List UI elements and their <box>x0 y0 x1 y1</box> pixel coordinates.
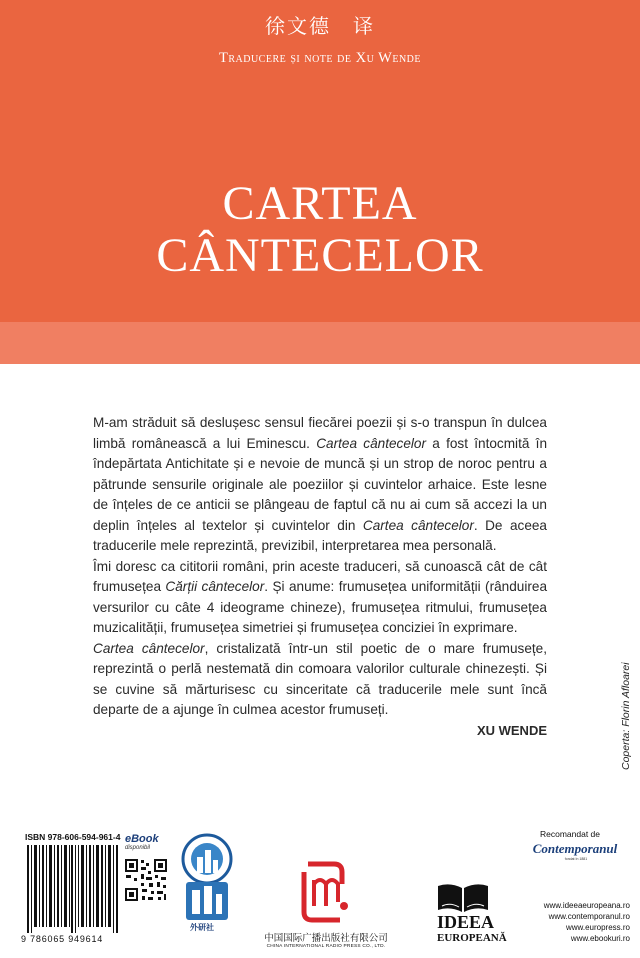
website-link[interactable]: www.ideeaeuropeana.ro <box>543 901 630 910</box>
light-color-band <box>0 322 640 364</box>
open-book-icon <box>434 880 492 914</box>
contemporanul-logo: Contemporanul <box>532 841 618 856</box>
isbn-digits: 9 786065 949614 <box>21 934 104 944</box>
blurb-text: M-am străduit să deslușesc sensul fiecărei poezii și s-o transpun în dulcea limbă românească a lui Eminescu. <box>93 415 547 451</box>
translator-chinese: 徐文德 译 <box>265 14 375 38</box>
website-list <box>520 900 630 944</box>
publisher-name-cn: 中国国际广播出版社有限公司 <box>264 933 388 944</box>
back-cover-blurb <box>93 413 547 741</box>
author-signature: XU WENDE <box>476 722 547 738</box>
qr-code-icon <box>124 858 168 902</box>
europeana-word: EUROPEANĂ <box>437 932 507 944</box>
barcode-icon <box>25 845 121 933</box>
cover-credit: Coperta: Florin Afloarei <box>620 662 632 770</box>
ebook-sub: disponibil <box>125 845 151 851</box>
blurb-paragraph-3 <box>93 639 547 721</box>
ebook-word: eBook <box>125 833 159 845</box>
isbn-label: ISBN 978-606-594-961-4 <box>25 832 121 842</box>
blurb-italic: Cărții cântecelor <box>165 579 265 594</box>
flltrp-seal-icon <box>180 832 234 924</box>
title-line-2: CÂNTECELOR <box>156 229 484 282</box>
cirp-logo-icon <box>300 858 350 924</box>
website-link[interactable]: www.ebookuri.ro <box>570 934 630 943</box>
blurb-italic: Cartea cântecelor <box>362 517 474 533</box>
blurb-text: Îmi doresc ca cititorii români, prin aceste traduceri, să cunoască cât de cât frumusețea <box>93 558 547 594</box>
title-line-1: CARTEA <box>222 177 418 230</box>
blurb-italic: Cartea cântecelor <box>316 435 426 451</box>
recommended-label: Recomandat de <box>540 829 601 839</box>
translator-romanian: Traducere și note de Xu Wende <box>218 50 422 66</box>
website-link[interactable]: www.europress.ro <box>565 923 630 932</box>
contemporanul-sub: fondat în 1881 <box>564 857 588 861</box>
blurb-italic: Cartea cântecelor <box>93 640 205 656</box>
blurb-paragraph-1 <box>93 413 547 557</box>
publisher-name-en: CHINA INTERNATIONAL RADIO PRESS CO., LTD. <box>266 944 386 949</box>
ebook-badge <box>125 829 165 851</box>
blurb-text: . Și anume: frumusețea uniformității (rânduirea versurilor cu câte 4 ideograme chineze), frumusețea ritmului, frumusețea muzicalității, frumusețea simetriei și frumusețea conciziei în exprimare. <box>93 579 548 635</box>
seal-label: 外研社 <box>190 923 214 932</box>
website-link[interactable]: www.contemporanul.ro <box>548 912 630 921</box>
blurb-text: , cristalizată într-un stil poetic de o mare frumusețe, reprezintă o perlă nestemată din comoara valorilor culturale chinezești. Și se cuvine să mărturisesc cu sinceritate că traducerile mele sunt încă departe de a ajunge în culmea acestor frumuseți. <box>93 640 548 717</box>
blurb-text: a fost întocmită în îndepărtata Antichitate și e nevoie de muncă și un strop de noroc pentru a pătrunde sensurile originale ale poeziilor și cuvintelor arhaice. Este lesne de înțeles de ce anticii se plângeau de faptul că nu ai cum să accezi la un deplin înțeles al textelor și cuvintelor din <box>93 435 547 533</box>
blurb-paragraph-2 <box>93 557 547 639</box>
book-title <box>0 178 640 282</box>
ideea-word: IDEEA <box>437 912 495 932</box>
blurb-text: . De aceea traducerile mele reprezintă, previzibil, interpretarea mea personală. <box>93 517 547 553</box>
